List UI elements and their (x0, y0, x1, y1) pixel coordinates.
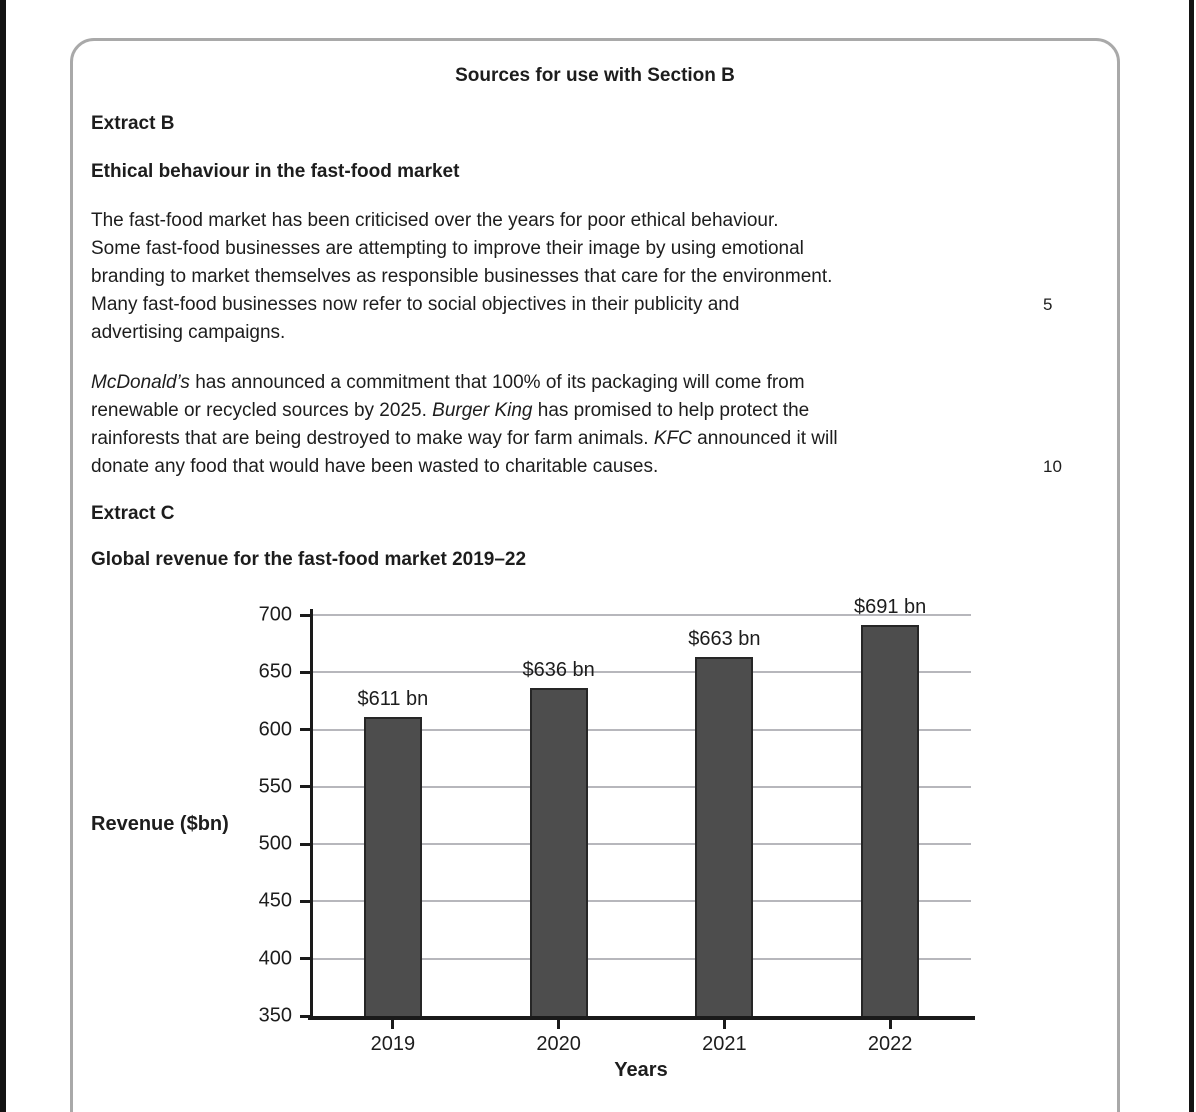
margin-line-number: 10 (1043, 457, 1062, 476)
x-tick-mark (889, 1020, 892, 1029)
extract-b-subheading: Ethical behaviour in the fast-food market (91, 161, 460, 182)
x-tick-label: 2019 (370, 1033, 416, 1055)
y-tick-mark (300, 728, 310, 731)
margin-line-number: 5 (1043, 295, 1053, 314)
y-tick-label: 550 (258, 775, 292, 798)
y-tick-label: 700 (258, 603, 292, 626)
text-line: rainforests that are being destroyed to make way for farm animals. KFC announced it will (91, 428, 838, 449)
y-tick-label: 650 (258, 660, 292, 683)
y-tick-mark (300, 614, 310, 617)
y-tick-mark (300, 671, 310, 674)
y-tick-mark (300, 900, 310, 903)
chart-y-axis (310, 609, 313, 1016)
x-tick-label: 2021 (702, 1033, 747, 1055)
chart-x-axis-label: Years (614, 1059, 668, 1081)
text-line: The fast-food market has been criticised over the years for poor ethical behaviour. (91, 210, 779, 231)
source-box (70, 38, 1120, 1112)
text-line: Some fast-food businesses are attempting to improve their image by using emotional (91, 238, 804, 259)
y-tick-label: 500 (258, 832, 292, 855)
text-line: donate any food that would have been wasted to charitable causes. (91, 456, 659, 477)
chart-title: Global revenue for the fast-food market 2019–22 (91, 549, 527, 570)
x-tick-label: 2022 (867, 1033, 913, 1055)
chart-x-axis (308, 1016, 975, 1020)
x-tick-mark (557, 1020, 560, 1029)
y-tick-mark (300, 1015, 310, 1018)
y-tick-label: 400 (258, 947, 292, 970)
extract-b-paragraph-1 (91, 207, 1053, 347)
bar-2019 (364, 717, 422, 1016)
bar-value-label: $691 bn (853, 596, 927, 619)
bar-value-label: $611 bn (357, 687, 429, 710)
bar-2022 (861, 625, 919, 1016)
y-tick-mark (300, 843, 310, 846)
x-tick-mark (391, 1020, 394, 1029)
page-left-edge (0, 0, 6, 1112)
text-line: Many fast-food businesses now refer to social objectives in their publicity and (91, 294, 740, 315)
text-line: renewable or recycled sources by 2025. Burger King has promised to help protect the (91, 400, 810, 421)
extract-c-heading: Extract C (91, 503, 175, 524)
bar-2020 (530, 688, 588, 1016)
text-line: branding to market themselves as responsible businesses that care for the environment. (91, 266, 833, 287)
y-tick-label: 350 (258, 1004, 292, 1027)
chart-y-axis-label: Revenue ($bn) (91, 813, 229, 835)
text-line: advertising campaigns. (91, 322, 286, 343)
section-title: Sources for use with Section B (455, 65, 735, 86)
y-tick-mark (300, 957, 310, 960)
extract-b-paragraph-2 (91, 369, 1062, 481)
y-tick-mark (300, 785, 310, 788)
extract-b-heading: Extract B (91, 113, 175, 134)
chart-plot (258, 596, 973, 1055)
x-tick-mark (723, 1020, 726, 1029)
x-tick-label: 2020 (536, 1033, 581, 1055)
page-right-edge (1189, 0, 1194, 1112)
bar-value-label: $663 bn (688, 628, 761, 651)
text-line: McDonald’s has announced a commitment that 100% of its packaging will come from (91, 372, 805, 393)
y-tick-label: 450 (258, 889, 292, 912)
bar-value-label: $636 bn (522, 659, 595, 682)
y-tick-label: 600 (258, 718, 292, 741)
bar-2021 (695, 657, 753, 1016)
